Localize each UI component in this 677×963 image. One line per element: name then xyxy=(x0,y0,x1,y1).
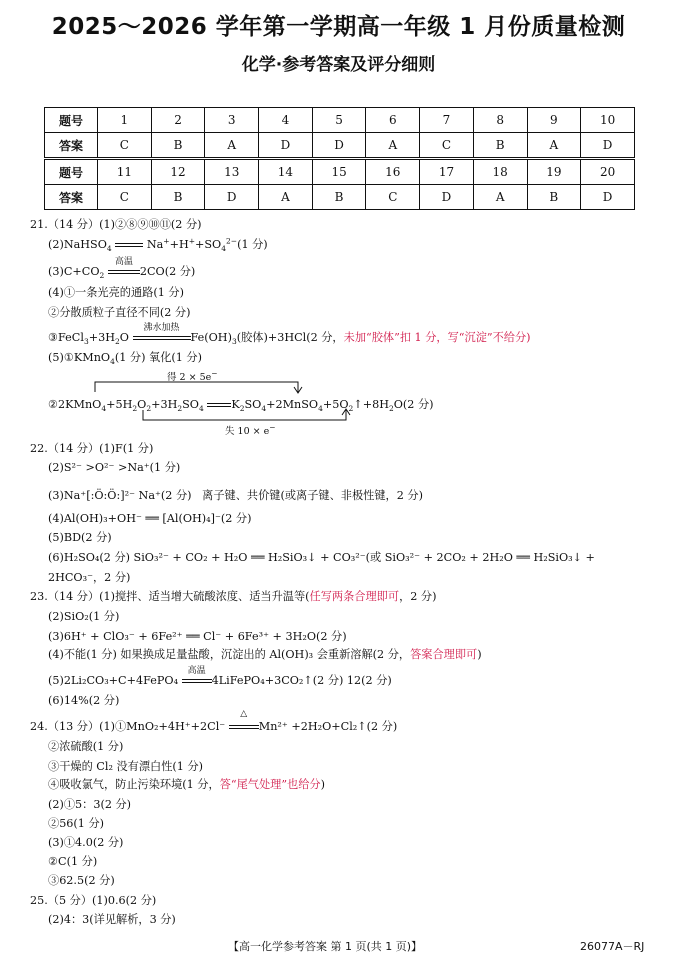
text: +5H xyxy=(106,398,133,411)
answer-cell: B xyxy=(473,133,527,159)
text: ，2 分) xyxy=(399,590,437,603)
q24-line-5: (2)①5：3(2 分) xyxy=(48,798,132,811)
text: O xyxy=(119,331,129,344)
question-number-cell: 3 xyxy=(205,108,259,133)
q23-line-1 xyxy=(30,588,436,604)
answer-cell: A xyxy=(473,185,527,210)
answer-cell: D xyxy=(205,185,259,210)
answer-cell: B xyxy=(312,185,366,210)
q22-line-1: 22.（14 分）(1)F(1 分) xyxy=(30,442,154,455)
q23-line-6: (6)14%(2 分) xyxy=(48,694,120,707)
text: 2CO(2 分) xyxy=(139,265,196,278)
answer-cell: D xyxy=(312,133,366,159)
text: +2MnSO xyxy=(266,398,319,411)
text: SO xyxy=(182,398,199,411)
grading-note: 答“尾气处理”也给分 xyxy=(219,778,321,791)
q21-line-6: $③FeCl_3+3H_2O$ 沸水加热 $Fe(OH)_3$(胶体)+3HCl(2 分，未加“胶体”扣 1 分，写“沉淀”不给分) xyxy=(48,329,531,345)
text: 23.（14 分）(1)搅拌、适当增大硫酸浓度、适当升温等( xyxy=(30,590,310,603)
text: (3)C+CO xyxy=(48,265,100,278)
question-number-cell: 11 xyxy=(98,159,152,185)
text: +SO xyxy=(195,238,222,251)
footer-code: 26077A－RJ xyxy=(580,940,645,953)
answer-cell: C xyxy=(420,133,474,159)
text: 失 10 × e xyxy=(225,426,270,437)
q24-line-3: ③干燥的 Cl₂ 没有漂白性(1 分) xyxy=(48,760,204,773)
q24-line-6: ②56(1 分) xyxy=(48,817,105,830)
q22-line-7: 2HCO₃⁻，2 分) xyxy=(48,571,131,584)
q23-line-2: (2)SiO₂(1 分) xyxy=(48,610,120,623)
answer-cell: B xyxy=(527,185,581,210)
row-label: 答案 xyxy=(45,185,98,210)
text: (5)2Li₂CO₃+C+4FePO₄ xyxy=(48,674,179,687)
text: ③FeCl xyxy=(48,331,84,344)
q24-line-2: ②浓硫酸(1 分) xyxy=(48,740,124,753)
question-number-cell: 12 xyxy=(151,159,205,185)
text: ) xyxy=(320,778,325,791)
question-number-cell: 13 xyxy=(205,159,259,185)
answer-cell: D xyxy=(420,185,474,210)
q21-line-5: ②分散质粒子直径不同(2 分) xyxy=(48,306,191,319)
text: 得 2 × 5e xyxy=(167,372,212,383)
q22-line-6: (6)H₂SO₄(2 分) SiO₃²⁻ + CO₂ + H₂O ══ H₂SiO₃↓ + CO₃²⁻(或 SiO₃²⁻ + 2CO₂ + 2H₂O ══ H₂SiO₃↓ + xyxy=(48,551,595,564)
text: (胶体)+3HCl(2 分， xyxy=(236,331,344,344)
q25-line-2: (2)4：3(详见解析，3 分) xyxy=(48,913,176,926)
grading-note: 未加“胶体”扣 1 分，写“沉淀”不给分) xyxy=(343,331,531,344)
text: 24.（13 分）(1)①MnO₂+4H⁺+2Cl⁻ xyxy=(30,720,226,733)
text: +H xyxy=(169,238,189,251)
answer-cell: B xyxy=(151,185,205,210)
q22-line-5: (5)BD(2 分) xyxy=(48,531,112,544)
q24-line-1 xyxy=(30,709,398,734)
q21-line-4: (4)①一条光亮的通路(1 分) xyxy=(48,286,184,299)
q22-line-4: (4)Al(OH)₃+OH⁻ ══ [Al(OH)₄]⁻(2 分) xyxy=(48,512,252,525)
q23-line-4 xyxy=(48,646,482,662)
page-title: 2025～2026 学年第一学期高一年级 1 月份质量检测 xyxy=(51,14,626,40)
question-number-cell: 8 xyxy=(473,108,527,133)
text: 离子键、共价键(或离子键、非极性键，2 分) xyxy=(202,489,423,502)
text: (1 分) xyxy=(237,238,268,251)
q21-line-7: (5)①KMnO$_4$(1 分) 氧化(1 分) xyxy=(48,351,202,367)
text: O xyxy=(137,398,147,411)
answer-cell: C xyxy=(366,185,420,210)
question-number-cell: 10 xyxy=(581,108,635,133)
text: (2)NaHSO xyxy=(48,238,107,251)
condition-text: 沸水加热 xyxy=(143,323,180,333)
text: Mn²⁺ +2H₂O+Cl₂↑(2 分) xyxy=(258,720,398,733)
answer-cell: A xyxy=(366,133,420,159)
question-number-cell: 18 xyxy=(473,159,527,185)
q23-line-3: (3)6H⁺ + ClO₃⁻ + 6Fe²⁺ ══ Cl⁻ + 6Fe³⁺ + 3H₂O(2 分) xyxy=(48,630,347,643)
question-number-cell: 6 xyxy=(366,108,420,133)
text: 4LiFePO₄+3CO₂↑(2 分) 12(2 分) xyxy=(211,674,392,687)
gain-bracket xyxy=(95,382,298,392)
question-number-cell: 2 xyxy=(151,108,205,133)
loss-bracket xyxy=(143,410,346,420)
page-subtitle: 化学·参考答案及评分细则 xyxy=(241,55,436,75)
text: O(2 分) xyxy=(393,398,434,411)
text: ↑+8H xyxy=(353,398,389,411)
grading-note: 任写两条合理即可 xyxy=(309,590,400,603)
text: (1 分) 氧化(1 分) xyxy=(114,351,202,364)
question-number-cell: 19 xyxy=(527,159,581,185)
q21-line-2: (2)NaHSO$_4$ $Na^++H^++SO_4^{2-}(1$ 分) xyxy=(48,236,268,254)
text: ) xyxy=(477,648,482,661)
text: +3H xyxy=(88,331,115,344)
q24-line-9: ③62.5(2 分) xyxy=(48,874,115,887)
electron-formula: (3)Na⁺[:Ö:Ö:]²⁻ Na⁺(2 分) xyxy=(48,489,192,502)
text: ④吸收氯气，防止污染环境(1 分， xyxy=(48,778,220,791)
text: (5)①KMnO xyxy=(48,351,111,364)
question-number-cell: 1 xyxy=(98,108,152,133)
question-number-cell: 15 xyxy=(312,159,366,185)
q21-line-1: 21.（14 分）(1)②⑧⑨⑩⑪(2 分) xyxy=(30,218,202,231)
q21-line-3: $(3)C+CO_2$ 高温 2CO(2 分) xyxy=(48,263,195,279)
answer-cell: B xyxy=(151,133,205,159)
text: +5O xyxy=(322,398,349,411)
question-number-cell: 20 xyxy=(581,159,635,185)
footer-page-info: 【高一化学参考答案 第 1 页(共 1 页)】 xyxy=(228,940,423,953)
row-label: 题号 xyxy=(45,108,98,133)
question-number-cell: 9 xyxy=(527,108,581,133)
condition-text: △ xyxy=(240,709,248,719)
answer-cell: A xyxy=(527,133,581,159)
electron-loss-label: 失 10 × e− xyxy=(225,422,276,437)
row-label: 题号 xyxy=(45,159,98,185)
text: +3H xyxy=(151,398,178,411)
row-label: 答案 xyxy=(45,133,98,159)
text: Na xyxy=(146,238,164,251)
answer-cell: D xyxy=(581,133,635,159)
q22-line-2: (2)S²⁻ >O²⁻ >Na⁺(1 分) xyxy=(48,461,181,474)
reaction-condition xyxy=(229,709,259,733)
question-number-cell: 7 xyxy=(420,108,474,133)
q22-line-3 xyxy=(48,487,423,503)
answer-cell: C xyxy=(98,185,152,210)
q24-line-4 xyxy=(48,776,325,792)
answer-cell: D xyxy=(581,185,635,210)
q24-line-8: ②C(1 分) xyxy=(48,855,98,868)
q21-line-8: $②2KMnO_4+5H_2O_2+3H_2SO_4$ $K_2SO_4+2MnSO_4+5O_2↑+8H_2O(2$ 分) xyxy=(48,398,434,414)
text: Fe(OH) xyxy=(190,331,232,344)
text: K xyxy=(231,398,240,411)
question-number-cell: 5 xyxy=(312,108,366,133)
q24-line-7: (3)①4.0(2 分) xyxy=(48,836,124,849)
answer-cell: D xyxy=(259,133,313,159)
text: ②2KMnO xyxy=(48,398,102,411)
answer-cell: A xyxy=(259,185,313,210)
condition-text: 高温 xyxy=(114,257,133,267)
answer-cell: C xyxy=(98,133,152,159)
q23-line-5 xyxy=(48,666,392,688)
q25-line-1: 25.（5 分）(1)0.6(2 分) xyxy=(30,894,157,907)
answer-cell: A xyxy=(205,133,259,159)
question-number-cell: 16 xyxy=(366,159,420,185)
question-number-cell: 4 xyxy=(259,108,313,133)
text: (4)不能(1 分) 如果换成足量盐酸，沉淀出的 Al(OH)₃ 会重新溶解(2 分， xyxy=(48,648,411,661)
electron-gain-label: 得 2 × 5e− xyxy=(167,368,218,383)
grading-note: 答案合理即可 xyxy=(410,648,478,661)
question-number-cell: 14 xyxy=(259,159,313,185)
reaction-condition xyxy=(182,666,212,687)
text: SO xyxy=(244,398,262,411)
question-number-cell: 17 xyxy=(420,159,474,185)
condition-text: 高温 xyxy=(187,666,206,676)
